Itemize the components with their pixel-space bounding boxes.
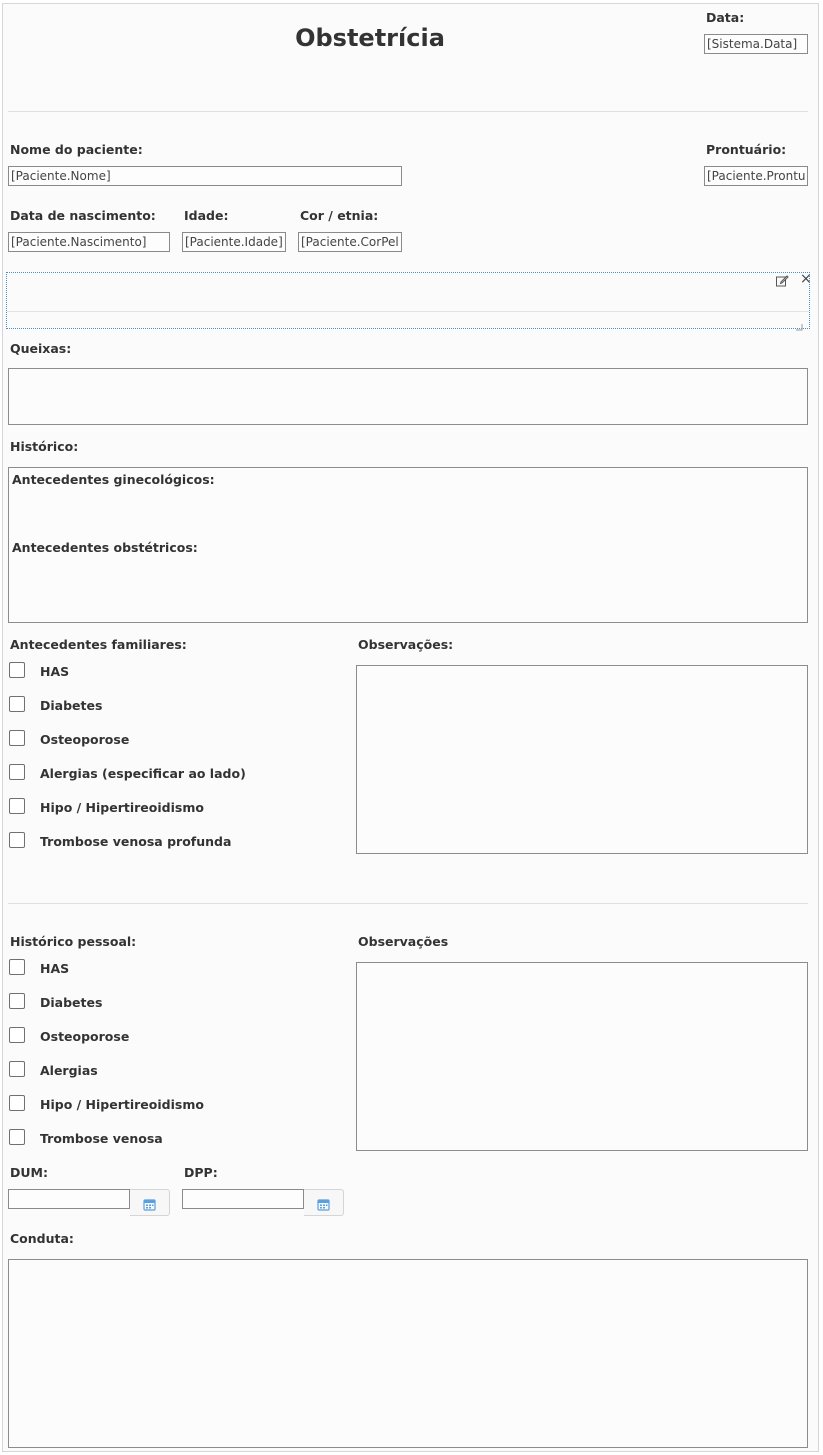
resize-handle-icon[interactable] — [796, 316, 803, 335]
calendar-icon — [143, 1196, 156, 1215]
personal-allergies-label: Alergias — [40, 1063, 98, 1078]
personal-notes-textarea[interactable] — [356, 962, 808, 1151]
family-has-checkbox[interactable] — [9, 662, 25, 678]
age-label: Idade: — [184, 208, 229, 223]
personal-osteoporosis-checkbox[interactable] — [9, 1027, 25, 1043]
dpp-calendar-button[interactable] — [304, 1189, 344, 1216]
personal-dvt-checkbox[interactable] — [9, 1129, 25, 1145]
family-notes-textarea[interactable] — [356, 665, 808, 854]
history-textarea[interactable] — [8, 467, 808, 623]
family-osteoporosis-checkbox[interactable] — [9, 730, 25, 746]
family-thyroid-label: Hipo / Hipertireoidismo — [40, 800, 204, 815]
date-label: Data: — [706, 10, 745, 25]
personal-has-checkbox[interactable] — [9, 959, 25, 975]
record-label: Prontuário: — [706, 142, 787, 157]
personal-diabetes-checkbox[interactable] — [9, 993, 25, 1009]
patient-name-field[interactable]: [Paciente.Nome] — [8, 166, 402, 186]
personal-thyroid-label: Hipo / Hipertireoidismo — [40, 1097, 204, 1112]
birth-date-field[interactable]: [Paciente.Nascimento] — [8, 232, 170, 252]
record-field[interactable]: [Paciente.Prontu — [704, 166, 808, 186]
personal-thyroid-checkbox[interactable] — [9, 1095, 25, 1111]
family-diabetes-checkbox[interactable] — [9, 696, 25, 712]
family-has-label: HAS — [40, 664, 70, 679]
dum-field[interactable] — [8, 1189, 130, 1209]
conduct-label: Conduta: — [10, 1231, 74, 1246]
complaints-label: Queixas: — [10, 341, 72, 356]
birth-date-label: Data de nascimento: — [10, 208, 156, 223]
family-dvt-label: Trombose venosa profunda — [40, 834, 232, 849]
personal-diabetes-label: Diabetes — [40, 995, 103, 1010]
family-osteoporosis-label: Osteoporose — [40, 732, 130, 747]
obstetric-history-label: Antecedentes obstétricos: — [12, 540, 198, 555]
history-label: Histórico: — [10, 439, 79, 454]
gyn-history-label: Antecedentes ginecológicos: — [12, 472, 215, 487]
ethnicity-field[interactable]: [Paciente.CorPel — [298, 232, 402, 252]
dpp-field[interactable] — [182, 1189, 304, 1209]
family-allergies-label: Alergias (especificar ao lado) — [40, 766, 246, 781]
widget-divider — [7, 311, 809, 312]
divider — [8, 903, 808, 904]
family-history-label: Antecedentes familiares: — [10, 637, 187, 652]
calendar-icon — [317, 1196, 330, 1215]
edit-icon[interactable] — [775, 273, 789, 292]
family-thyroid-checkbox[interactable] — [9, 798, 25, 814]
patient-name-label: Nome do paciente: — [10, 142, 143, 157]
personal-allergies-checkbox[interactable] — [9, 1061, 25, 1077]
family-notes-label: Observações: — [358, 637, 454, 652]
personal-history-label: Histórico pessoal: — [10, 934, 137, 949]
conduct-textarea[interactable] — [8, 1259, 808, 1448]
date-field[interactable]: [Sistema.Data] — [704, 34, 808, 54]
family-allergies-checkbox[interactable] — [9, 764, 25, 780]
page-title: Obstetrícia — [295, 24, 445, 52]
ethnicity-label: Cor / etnia: — [300, 208, 379, 223]
personal-osteoporosis-label: Osteoporose — [40, 1029, 130, 1044]
dpp-label: DPP: — [184, 1165, 218, 1180]
close-icon[interactable]: × — [800, 271, 812, 287]
personal-dvt-label: Trombose venosa — [40, 1131, 163, 1146]
personal-has-label: HAS — [40, 961, 70, 976]
dum-label: DUM: — [10, 1165, 48, 1180]
complaints-textarea[interactable] — [8, 368, 808, 425]
family-diabetes-label: Diabetes — [40, 698, 103, 713]
selected-widget[interactable] — [6, 272, 810, 329]
divider — [8, 111, 808, 112]
family-dvt-checkbox[interactable] — [9, 832, 25, 848]
personal-notes-label: Observações — [358, 934, 449, 949]
age-field[interactable]: [Paciente.Idade] — [182, 232, 286, 252]
dum-calendar-button[interactable] — [130, 1189, 170, 1216]
